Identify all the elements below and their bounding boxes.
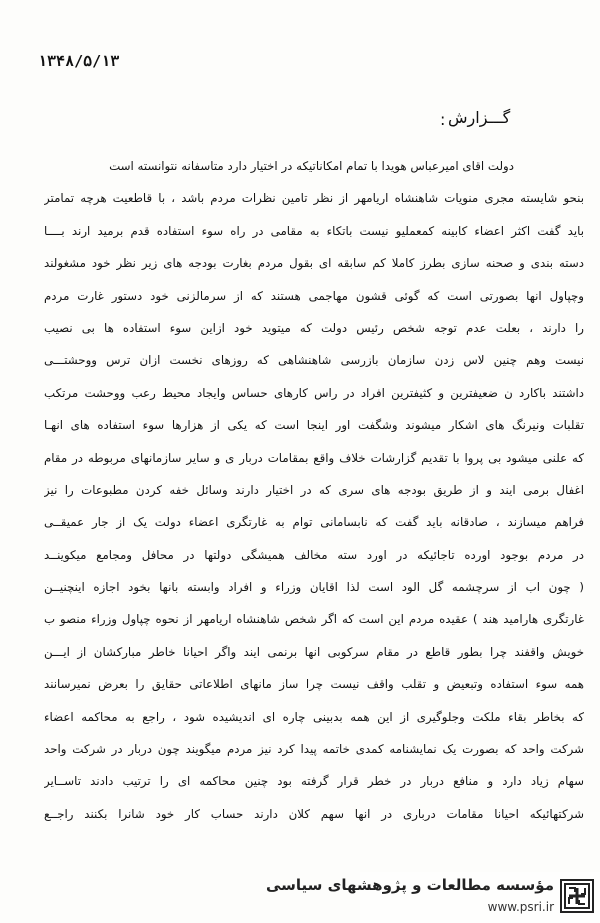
document-line: سهام زیاد دارد و منافع دربار در خطر قرار گرفته بود چنین محاکمه ای را ترتیب دادند تاســایر xyxy=(44,774,584,789)
document-line: که علنی میشود بی پروا با تقدیم گزارشات خلاف واقع بمقامات دربار ی و سایر سازمانهای مربوطه در مقام xyxy=(44,450,584,465)
document-line: باید گفت اکثر اعضاء کابینه کمعملیو نیست باتکاء به مقامی در راه سوء استفاده قدم برمید ارند بــــا xyxy=(44,223,584,238)
document-line: اغفال برمی ایند و از طریق بودجه های سری که در اختیار دارند وسائل خفه کردن مطبوعات را نیز xyxy=(44,482,584,497)
document-line: در مردم بوجود اورده تاجائیکه در اورد سته مخالف همیشگی دولتها در محافل ومجامع میکوینــد xyxy=(44,547,584,562)
document-line: را دارند ، بعلت عدم توجه شخص رئیس دولت که میتوید خود ازاین سوء استفاده ها بی نصیب xyxy=(44,320,584,335)
document-line: شرکت واحد که بصورت یک نمایشنامه کمدی خاتمه پیدا کرد نیز مردم میگویند چون دربار در شرکت واحد xyxy=(44,742,584,757)
watermark xyxy=(265,872,600,923)
document-line: دسته بندی و صحنه سازی بطرز کاملا کم سابقه ای بقول مردم بغارت بودجه های زیر نظر خود مشغولند xyxy=(44,256,584,271)
document-line: همه سوء استفاده وتبعیض و تقلب واقف نیست چرا ساز مانهای اطلاعاتی حقایق را بعرض نمیرسانند xyxy=(44,677,584,692)
document-line: وچپاول انها بصورتی است که گوئی قشون مهاجمی هستند که از سرمالزنی خود دستور غارت مردم xyxy=(44,288,584,303)
document-line: فراهم میسازند ، صادقانه باید گفت که نابسامانی توام به غارتگری اعضاء دولت یک از جار عمیقــی xyxy=(44,515,584,530)
document-line: داشتند باکارد ن ضعیفترین و کثیفترین افراد در راس کارهای حساس وایجاد محیط رعب ووحشت مرتکب xyxy=(44,385,584,400)
document-title: گـــزارش xyxy=(448,108,511,127)
document-body xyxy=(44,150,584,830)
document-line: دولت اقای امیرعباس هویدا با تمام امکاناتیکه در اختیار دارد متاسفانه نتوانسته است xyxy=(109,159,514,173)
psri-logo-icon xyxy=(560,879,594,913)
watermark-name: مؤسسه مطالعات و پژوهشهای سیاسی xyxy=(265,876,554,894)
document-line: شرکتهائیکه احیانا مقامات درباری در انها سهم کلان دارند حساب کار خود شانرا بکنند راجــع xyxy=(44,806,584,821)
document-line: ( چون اب از سرچشمه گل الود است لذا اقایان وزراء و افراد وابسته بانها بخود اجازه اینچنیــن xyxy=(44,580,584,595)
document-line: غارتگری هارامید هند ) عقیده مردم این است که اگر شخص شاهنشاه اریامهر از نحوه چپاول وزراء منصو ب xyxy=(44,612,584,627)
document-line: نیست وهم چنین لاس زدن سازمان بازرسی شاهنشاهی که روزهای نخست ازان ترس ووحشتـــی xyxy=(44,353,584,368)
watermark-url: www.psri.ir xyxy=(487,900,554,914)
document-line: خویش واقفند چرا بطور قاطع در مقام سرکوبی انها برنمی ایند واگر احیانا خاطر مبارکشان از ایـــن xyxy=(44,644,584,659)
document-line: که بخاطر بقاء ملکت وجلوگیری از این همه بدبینی چاره ای اندیشیده شود ، راجع به محاکمه اعضاء xyxy=(44,709,584,724)
document-line: بنحو شایسته مجری منویات شاهنشاه اریامهر از نظر تامین نظرات مردم باشد ، با قاطعیت هرچه تمامتر xyxy=(44,191,584,206)
document-date: ۱۳۴۸/۵/۱۳ xyxy=(38,52,120,70)
document-line: تقلبات ونیرنگ های اشکار میشوند وشگفت اور اینجا است که یکی از هزارها سوء استفاده های انهـا xyxy=(44,418,584,433)
document-title-colon: : xyxy=(440,110,446,129)
